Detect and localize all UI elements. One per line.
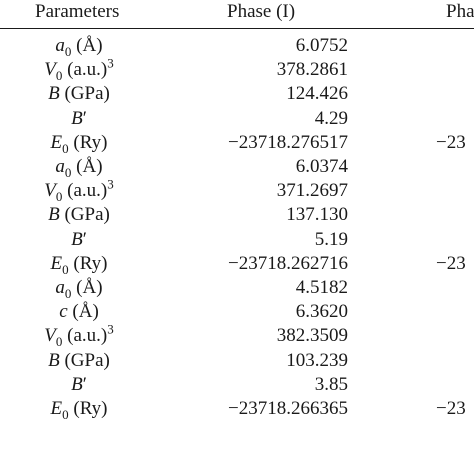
parameter-symbol: E [50,131,63,153]
parameter-label [0,155,158,179]
parameter-superscript: 3 [107,322,114,338]
table-row [0,397,474,421]
phase-1-value: 382.3509 [276,325,348,347]
parameter-subscript: 0 [64,164,72,180]
parameter-label [0,397,158,421]
parameter-label [0,176,158,204]
parameter-label [0,55,158,83]
table-row [0,107,474,131]
table-row [0,155,474,179]
parameter-subscript: 0 [62,406,69,422]
table-row [0,373,474,397]
parameter-symbol: E [50,398,63,419]
table-row [0,82,474,106]
parameter-symbol: a [55,156,65,177]
phase-1-value: 5.19 [314,228,348,250]
table-row [0,55,474,83]
phase-1-value: −23718.262716 [228,252,348,274]
table-row [0,252,474,276]
phase-2-value: −23 [436,131,466,153]
table-header [0,0,474,26]
phase-1-value: −23718.276517 [228,131,348,153]
parameter-unit: (Ry) [68,398,108,419]
phase-1-value: 6.3620 [295,301,348,323]
phase-1-value: 137.130 [286,204,348,226]
parameter-label [0,324,158,348]
parameter-subscript: 0 [62,261,69,277]
table-row [0,34,474,58]
parameter-label [0,107,158,131]
parameter-unit: (a.u.) [62,59,108,81]
parameter-symbol: a [55,35,65,56]
parameter-unit: (Å) [71,35,103,56]
phase-1-value: 124.426 [286,83,348,105]
parameter-subscript: 0 [55,67,63,83]
parameter-symbol: V [44,325,56,347]
parameter-subscript: 0 [64,43,72,59]
phase-1-value: −23718.266365 [228,398,348,419]
parameter-label [0,373,158,397]
parameter-symbol: B [48,349,60,371]
parameter-unit: (GPa) [59,349,110,371]
parameter-unit: (a.u.) [62,180,108,202]
header-phase-2: Pha [446,1,474,22]
parameter-subscript: 0 [62,140,69,156]
parameter-unit: (GPa) [59,204,110,226]
parameter-subscript: 0 [55,334,63,350]
parameter-unit: (Ry) [68,252,108,274]
parameter-symbol: c [59,301,68,323]
phase-1-value: 4.29 [314,107,348,129]
phase-1-value: 371.2697 [276,180,348,202]
parameter-symbol: V [44,59,56,81]
table-row [0,203,474,227]
parameter-superscript: 3 [107,55,114,71]
parameter-prime: ′ [82,373,87,395]
parameter-label [0,228,158,252]
header-phase-1: Phase (I) [227,1,296,22]
phase-1-value: 378.2861 [276,59,348,81]
table-row [0,276,474,300]
phase-1-value: 3.85 [314,373,348,395]
table-row [0,176,474,204]
parameter-symbol: E [50,252,63,274]
parameter-unit: (Ry) [68,131,108,153]
parameter-symbol: B [71,373,83,395]
phase-1-value: 4.5182 [295,277,348,298]
parameter-unit: (a.u.) [62,325,108,347]
phase-2-value: −23 [436,398,466,419]
parameter-label [0,131,158,155]
parameter-label [0,276,158,300]
parameter-unit: (Å) [71,156,103,177]
parameter-unit: (GPa) [59,83,110,105]
parameter-superscript: 3 [107,176,114,192]
table-row [0,349,474,373]
parameter-symbol: B [71,228,83,250]
parameter-label [0,203,158,227]
parameter-symbol: V [44,180,56,202]
parameter-symbol: B [48,83,60,105]
parameter-label [0,300,158,324]
parameter-symbol: a [55,277,65,298]
parameter-label [0,82,158,106]
parameter-label [0,34,158,58]
parameter-label [0,349,158,373]
parameter-subscript: 0 [64,285,72,301]
table-row [0,324,474,348]
parameter-symbol: B [71,107,83,129]
header-rule [0,28,474,29]
parameter-label [0,252,158,276]
parameter-prime: ′ [82,107,87,129]
parameter-unit: (Å) [67,301,99,323]
parameter-unit: (Å) [71,277,103,298]
phase-2-value: −23 [436,252,466,274]
parameter-symbol: B [48,204,60,226]
table-row [0,300,474,324]
phase-1-value: 6.0752 [295,35,348,56]
phase-1-value: 103.239 [286,349,348,371]
table-row [0,228,474,252]
phase-1-value: 6.0374 [295,156,348,177]
header-parameters: Parameters [35,1,120,22]
parameter-prime: ′ [82,228,87,250]
table-row [0,131,474,155]
parameter-subscript: 0 [55,188,63,204]
